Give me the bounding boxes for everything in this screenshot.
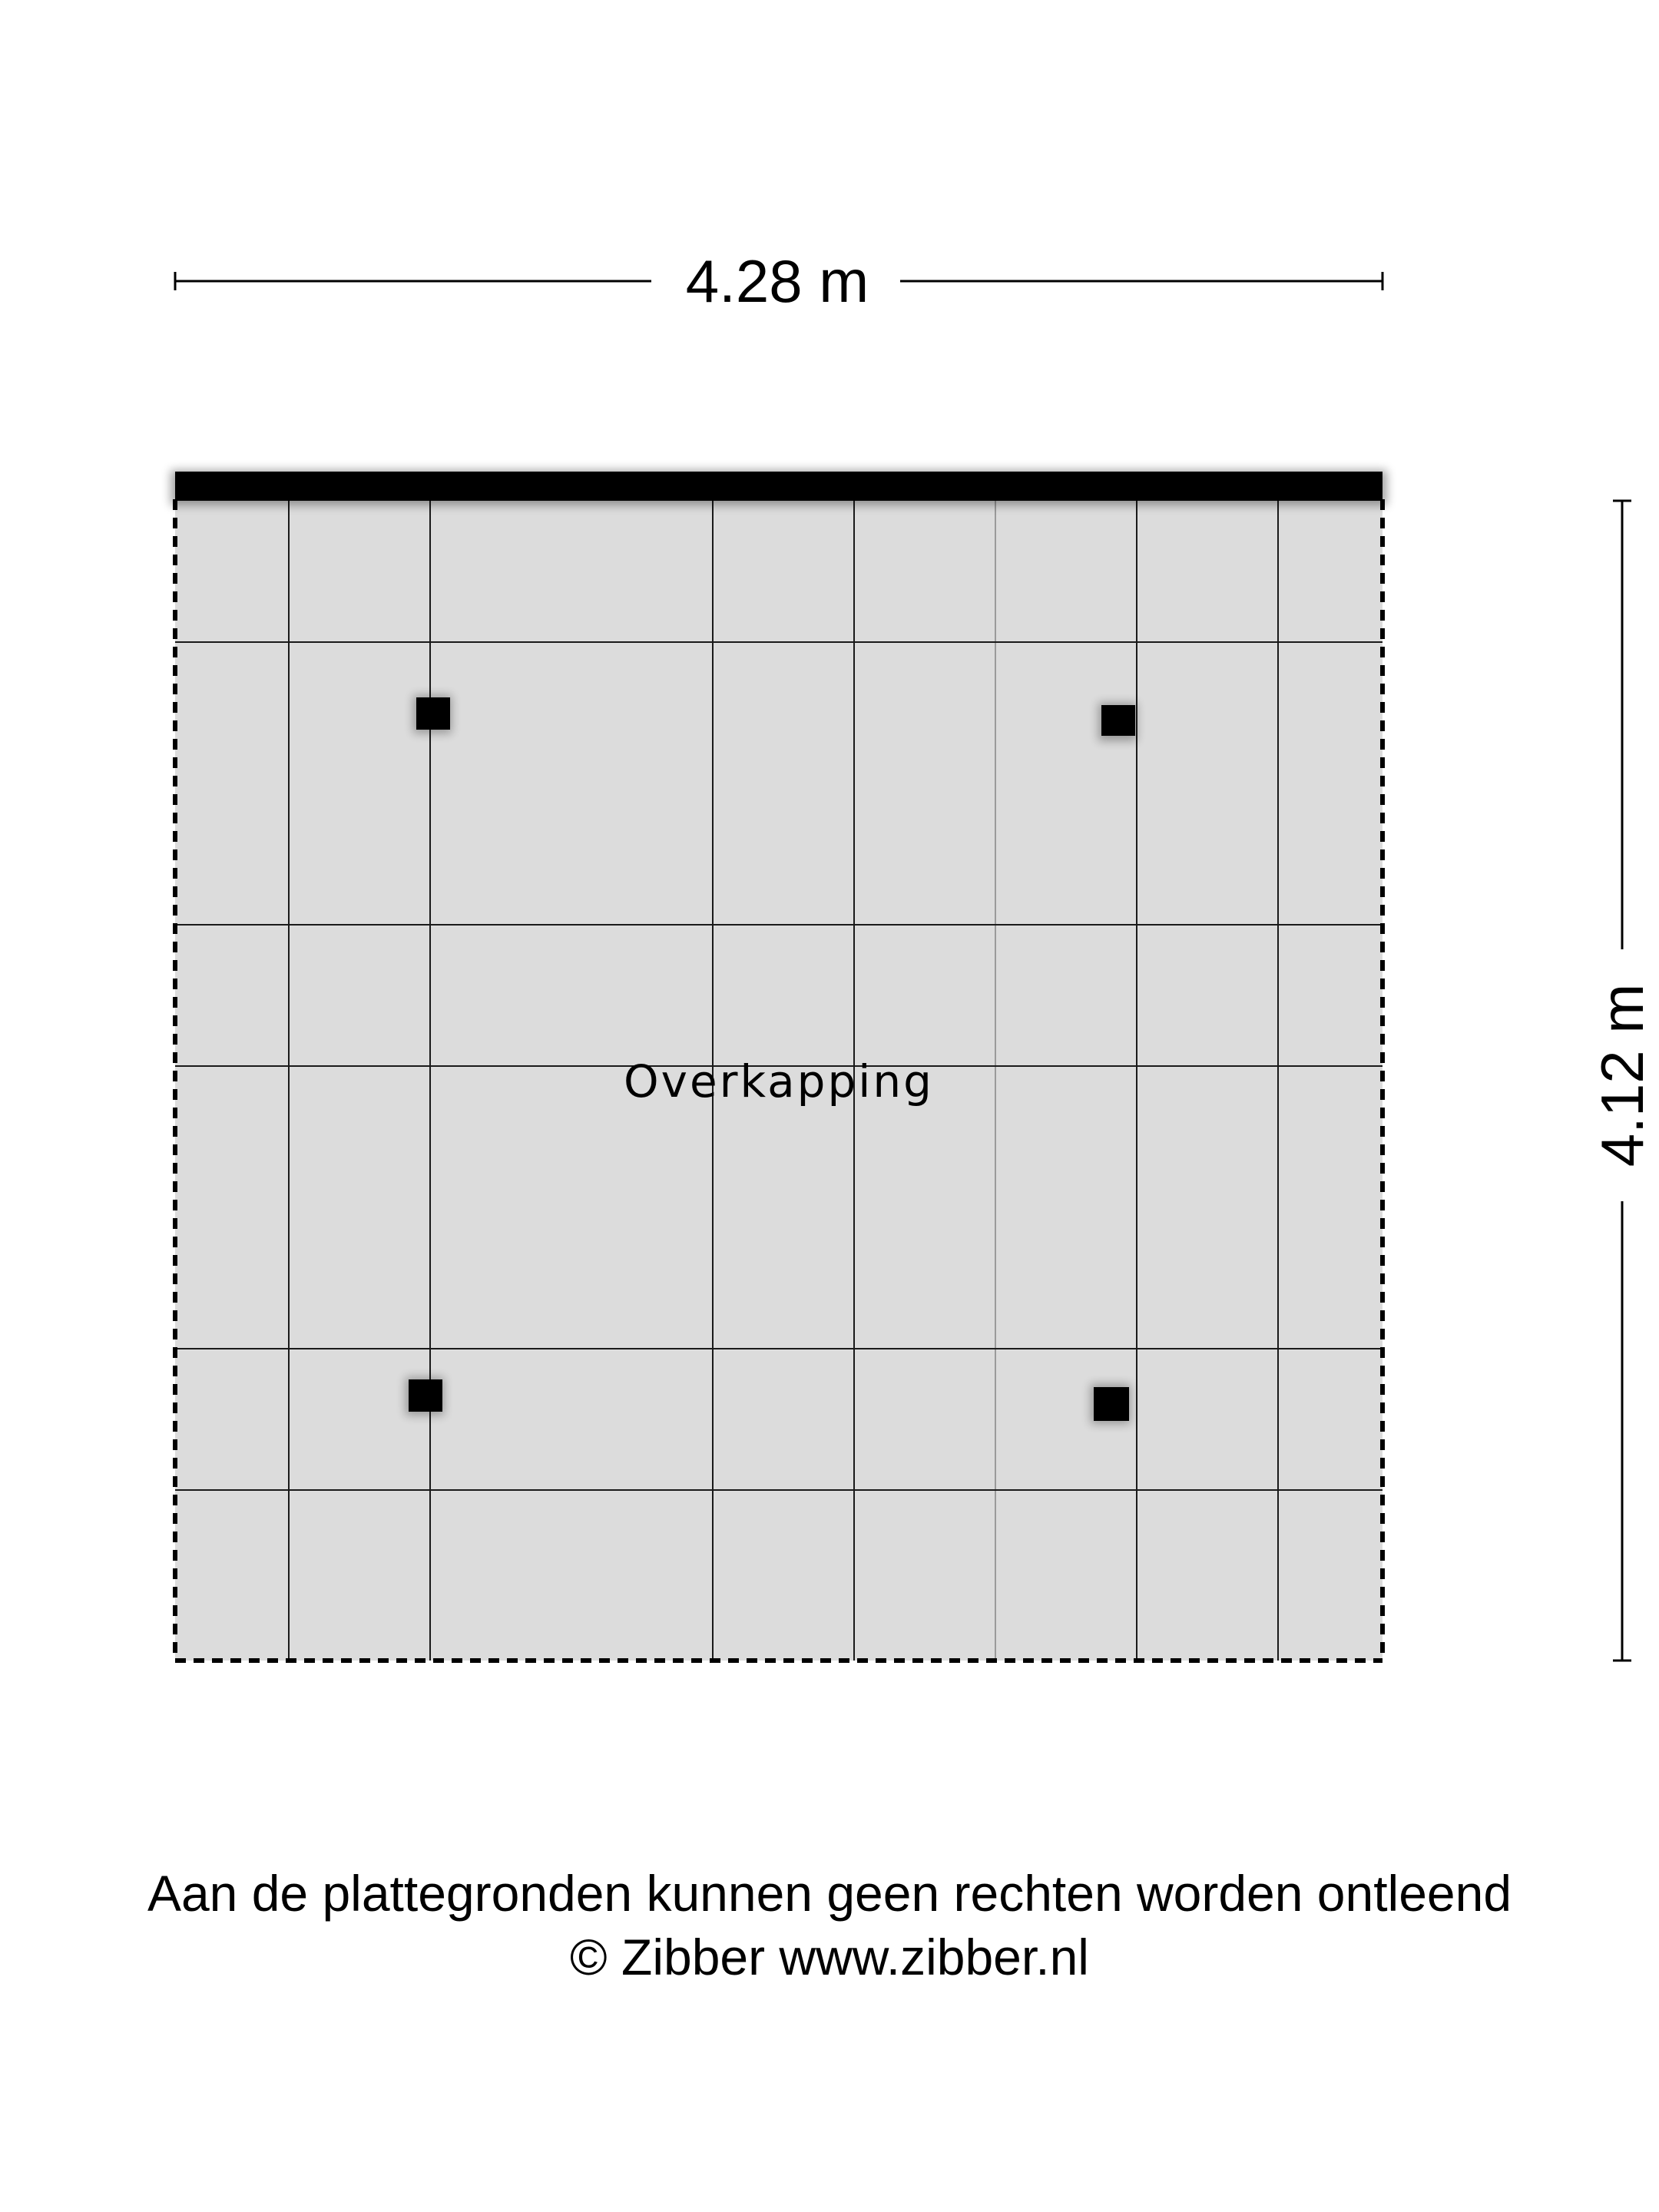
depth-label: 4.12 m <box>1588 983 1656 1167</box>
post-top-left <box>416 697 450 730</box>
disclaimer-text: Aan de plattegronden kunnen geen rechten worden ontleend <box>147 1865 1512 1922</box>
width-label: 4.28 m <box>685 247 869 315</box>
post-top-right <box>1101 705 1135 736</box>
room-label: Overkapping <box>624 1055 934 1108</box>
post-bottom-right <box>1094 1387 1129 1421</box>
post-bottom-left <box>409 1379 442 1412</box>
top-wall <box>175 472 1382 501</box>
copyright-text: © Zibber www.zibber.nl <box>570 1929 1089 1985</box>
